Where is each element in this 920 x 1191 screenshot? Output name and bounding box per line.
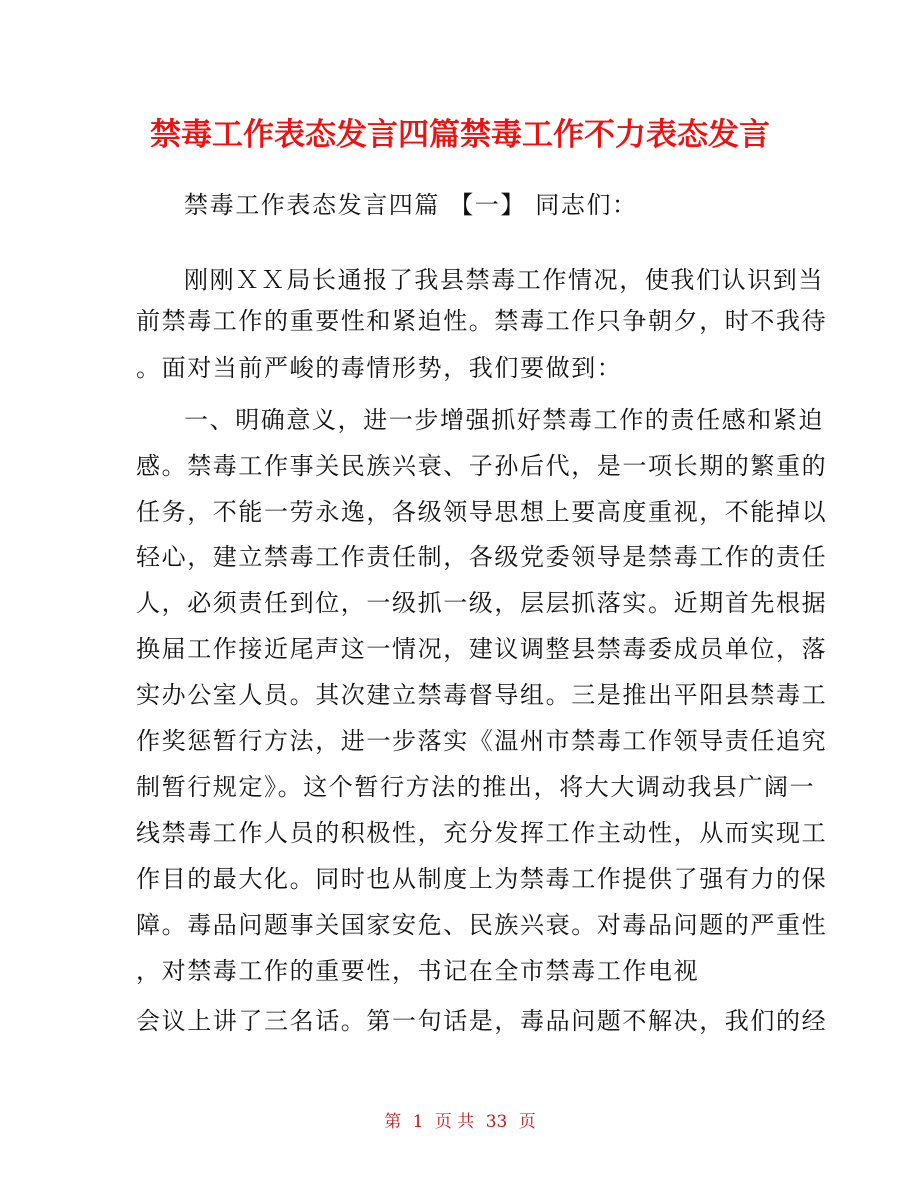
text-line: 制暂行规定》。这个暂行方法的推出，将大大调动我县广阔一 [136,773,816,801]
footer-middle: 页 共 [434,1112,475,1132]
text-line: 感。禁毒工作事关民族兴衰、子孙后代，是一项长期的繁重的 [136,452,828,480]
footer-suffix: 页 [518,1112,536,1132]
footer-prefix: 第 [384,1112,402,1132]
text-line: 线禁毒工作人员的积极性，充分发挥工作主动性，从而实现工 [136,819,828,847]
text-line: 一、明确意义，进一步增强抓好禁毒工作的责任感和紧迫 [184,406,824,434]
text-line: 轻心，建立禁毒工作责任制，各级党委领导是禁毒工作的责任 [136,543,828,571]
text-line: 。面对当前严峻的毒情形势，我们要做到： [136,354,623,382]
text-line: 作目的最大化。同时也从制度上为禁毒工作提供了强有力的保 [136,865,828,893]
text-line: 障。毒品问题事关国家安危、民族兴衰。对毒品问题的严重性 [136,911,828,939]
text-line: 作奖惩暂行方法，进一步落实《温州市禁毒工作领导责任追究 [136,727,828,755]
footer-total-pages: 33 [485,1112,508,1132]
text-line: 换届工作接近尾声这一情况，建议调整县禁毒委成员单位，落 [136,635,828,663]
text-line: 前禁毒工作的重要性和紧迫性。禁毒工作只争朝夕，时不我待 [136,307,828,335]
text-line: 任务，不能一劳永逸，各级领导思想上要高度重视，不能掉以 [136,498,828,526]
text-line: ，对禁毒工作的重要性，书记在全市禁毒工作电视 [136,957,700,985]
text-line: 刚刚ＸＸ局长通报了我县禁毒工作情况，使我们认识到当 [184,266,824,294]
text-line: 禁毒工作表态发言四篇 【一】 同志们： [184,191,638,219]
footer-page-number: 1 [412,1112,424,1132]
text-line: 会议上讲了三名话。第一句话是，毒品问题不解决，我们的经 [136,1007,828,1035]
page-footer [0,1110,920,1134]
text-line: 实办公室人员。其次建立禁毒督导组。三是推出平阳县禁毒工 [136,681,828,709]
document-title: 禁毒工作表态发言四篇禁毒工作不力表态发言 [150,117,770,153]
text-line: 人，必须责任到位，一级抓一级，层层抓落实。近期首先根据 [136,589,828,617]
